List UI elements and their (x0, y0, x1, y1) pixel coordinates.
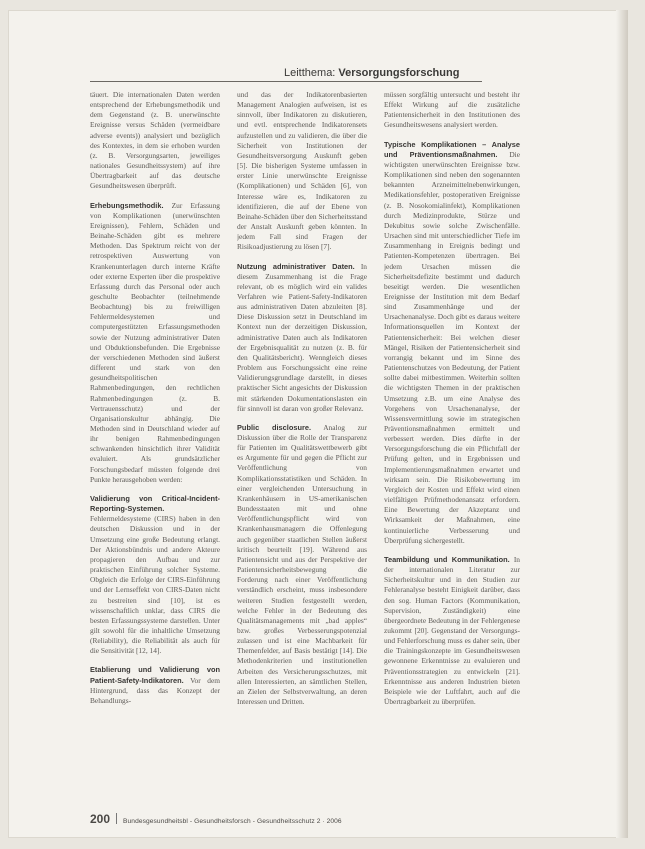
paragraph: Etablierung und Validierung von Patient-Safety-Indikatoren. Vor dem Hintergrund, dass das Konzept der Behandlungs- (90, 665, 220, 705)
text-column-1 (90, 90, 220, 810)
paragraph: müssen sorgfältig untersucht und besteht ihr Effekt Wirkung auf die zusätzliche Patientensicherheit in den Institutionen des Gesundheitswesens analysiert werden. (384, 90, 520, 130)
paragraph-heading: Erhebungsmethodik. (90, 200, 164, 210)
page-footer (90, 810, 482, 828)
page-spine-shadow (616, 10, 628, 838)
running-head (284, 67, 459, 79)
paragraph-heading: Nutzung administrativer Daten. (237, 261, 355, 271)
paragraph: täuert. Die internationalen Daten werden entsprechend der Erhebungsmethodik und dem Gegenstand (z. B. unerwünschte Ereignisse versus Schäden (vermeidbare adverse events)) analysiert und bezüglich des Kontextes, in dem sie erhoben wurden (z. B. Versorgungsarten, jeweiliges nationales Gesundheitssystem) auf ihre Übertragbarkeit auf das deutsche Gesundheitswesen überprüft. (90, 90, 220, 191)
paragraph: Public disclosure. Analog zur Diskussion über die Rolle der Transparenz für Patienten im Qualitätswettbewerb gibt es Argumente für und gegen die Pflicht zur Veröffentlichung von Komplikationsstatistiken und Schäden. In einer vergleichenden Untersuchung in Krankenhäusern in US-amerikanischen Bundesstaaten mit und ohne Veröffentlichungspflicht wird von Krankenhausmanagern die Offenlegung auch gegenüber staatlichen Stellen äußerst kritisch beurteilt [19]. Während aus Patientensicht und aus der Perspektive der Patientensicherheitsbewegung die Forderung nach einer Veröffentlichung verständlich erscheint, muss insbesondere weiteren Studien festgestellt werden, welche Fehler in der Bedeutung des Qualitätsmanagements mit „bad apples“ bzw. großes Verbesserungspotenzial zulassen und ist eine Machbarkeit für Themenfelder, auf Basis bestätigt [14]. Die Methodenkriterien und institutionellen Arbeiten des Versicherungsschutzes, mit allen Interessierten, an sämtlichen Stellen, an Zielen der Selbstverwaltung, an deren Interessen und Dritten. (237, 422, 367, 707)
page-number: 200 (90, 812, 111, 826)
running-head-topic: Versorgungsforschung (338, 67, 460, 79)
footer-separator (116, 813, 117, 824)
paragraph-heading: Etablierung und Validierung von Patient-Safety-Indikatoren. (90, 665, 220, 685)
paragraph: Validierung von Critical-Incident-Reporting-Systemen. Fehlermeldesysteme (CIRS) haben in den deutschen Diskussion und in der Umsetzung eine große Bedeutung erlangt. Der Aktionsbündnis und andere Akteure propagieren den Aufbau und zur praktischen Einführung solcher Systeme. Obgleich die Erfolge der CIRS-Einführung und der Lernseffekt von CIRS-Daten nicht zu bestreiten sind [10], ist es wissenschaftlich unklar, dass CIRS die besten Erfassungssysteme darstellen. Unter gilt sowohl für die inhaltliche Umsetzung (Reliability), die Reliabilität als auch für die Sensitivität [12, 14]. (90, 493, 220, 656)
paragraph-heading: Public disclosure. (237, 422, 312, 432)
paragraph-heading: Teambildung und Kommunikation. (384, 554, 510, 564)
text-column-3 (384, 90, 520, 810)
paragraph: Nutzung administrativer Daten. In diesem Zusammenhang ist die Frage relevant, ob es möglich wird ein valides Verfahren wie Patient-Safety-Indikatoren aus administrativen Daten abzuleiten [8]. Diese Diskussion setzt in Deutschland im Kontext nun der derzeitigen Diskussion, administrative Daten auch als Indikatoren der Ergebnisqualität zu nutzen (z. B. für den Qualitätsbericht). Wenngleich dieses Problem aus Forschungssicht eine reine Validierungsgrundlage darstellt, in dieses praktischer Sicht angesichts der Diskussion mit stärkenden Dokumentationslasten ein für sinnvoll ist daran von großer Relevanz. (237, 261, 367, 413)
paragraph: Typische Komplikationen – Analyse und Präventionsmaßnahmen. Die wichtigsten unerwünschten Ereignisse bzw. Komplikationen sind neben den sogenannten bekannten Arzneimittelnebenwirkungen, Medikationsfehler, postoperativen Ereignisse (z. B. Nosokomialinfekt), Komplikationen durch Medizinprodukte, Stürze und Dekubitus sowie solche Zwischenfälle. Ursachen sind mit unterschiedlicher Tiefe im Zusammenhang in Ereignis bedingt und Patienten-Kompetenzen übertragen. Bei jedem Ursachen müssen die Sicherheitsdefizite bestimmt und dadurch beseitigt werden. Die wesentlichen Ereignisse der Institution mit dem Bedarf sind Zusammenhänge und der Ursachenanalyse. Doch gibt es daraus weitere Informationsquellen im Kontext der Patientensicherheit: Bei welchen dieser Mängel, Risiken der Patientensicherheit sind vorrangig bekannt und im Sinne des Patientenschutzes von Bedeutung, der Patient sollte dabei mitbestimmen. Weiterhin sollten die wichtigsten Themen in der praktischen Umsetzung z.B. um eine Analyse des Vorgehens von Ursachenanalyse, der Wissensvermittlung sowie im strategischen Präventionsmaßnahmen ermittelt und verbessert werden. Dies dürfte in der Versorgungsforschung die ein Pflichtfall der Prüfung gelten, und in Ergebnissen und Implementierungsmaßnahmen erwartet und wirksam sein. Die Risikobewertung im Vergleich der Kosten und Effekt wird einen vielfältigen Prüfmethodenansatz erfordern. Eine Bewertung der Akzeptanz und Wirksamkeit der Maßnahmen, eine kontinuierliche Verbesserung und Überprüfung sichergestellt. (384, 139, 520, 545)
running-head-prefix: Leitthema: (284, 67, 339, 79)
journal-page (8, 10, 628, 838)
paragraph-heading: Typische Komplikationen – Analyse und Präventionsmaßnahmen. (384, 139, 520, 159)
paragraph: und das der Indikatorenbasierten Management Analogien aufweisen, ist es sinnvoll, über Indikatoren zu diskutieren, und evtl. entsprechende Indikatorensets aufzustellen und zu validieren, die über die Sicherheit von Institutionen der Gesundheitsversorgung Auskunft geben [5]. Die bisherigen Systeme umfassen in erster Linie unerwünschte Ereignisse (Komplikationen) und Schäden [6], von Interesse wäre es, Indikatoren zu identifizieren, die auf der Ebene von Beinahe-Schäden über den Sicherheitsstand der Anstalt Auskunft geben könnten. In jedem Fall sind Fragen der Risikoadjustierung zu lösen [7]. (237, 90, 367, 252)
header-rule (90, 81, 482, 82)
paragraph: Teambildung und Kommunikation. In der internationalen Literatur zur Sicherheitskultur und in den Studien zur Fehleranalyse besteht Einigkeit darüber, dass den sog. Human Factors (Kommunikation, Supervision, Zuständigkeit) eine übergeordnete Bedeutung in der Fehlergenese zukommt [20]. Gegenstand der Versorgungs- und Fehlerforschung muss es daher sein, über die Trainingskonzepte im Gesundheitswesen gewonnene Erkenntnisse zu evaluieren und Präventionsstrategien zu entwickeln [21]. Erkenntnisse aus anderen Industrien bieten Beispiele wie der Luftfahrt, auch auf die Übertragbarkeit zu überprüfen. (384, 554, 520, 707)
paragraph-heading: Validierung von Critical-Incident-Reporting-Systemen. (90, 493, 220, 514)
paragraph: Erhebungsmethodik. Zur Erfassung von Komplikationen (unerwünschten Ereignissen), Fehlern, Schäden und Beinahe-Schäden gibt es mehrere Methoden. Das Spektrum reicht von der retrospektiven Auswertung von Krankenunterlagen durch interne Kräfte oder externe Experten über die prospektive Erfassung durch das Personal oder auch geschulte Beobachter (teilnehmende Beobachtung) bis zu freiwilligen Fehlermeldesystemen und computergestützten Erfassungsmethoden sowie der Nutzung administrativer Daten und Obduktionsbefunden. Die Ergebnisse der verschiedenen Methoden sind äußerst different und stark von den gesundheitspolitischen Rahmenbedingungen, den rechtlichen Rahmenbedingungen (z. B. Vertrauensschutz) und der Organisationskultur abhängig. Die Methoden sind in Deutschland wieder auf ihr benigen Rahmenbedingungen schwankenden hinsichtlich ihrer Validität evaluiert. Als grundsätzlicher Forschungsbedarf müssten folgende drei Punkte herausgehoben werden: (90, 200, 220, 484)
text-column-2 (237, 90, 367, 810)
journal-citation: Bundesgesundheitsbl - Gesundheitsforsch - Gesundheitsschutz 2 · 2006 (123, 818, 342, 825)
